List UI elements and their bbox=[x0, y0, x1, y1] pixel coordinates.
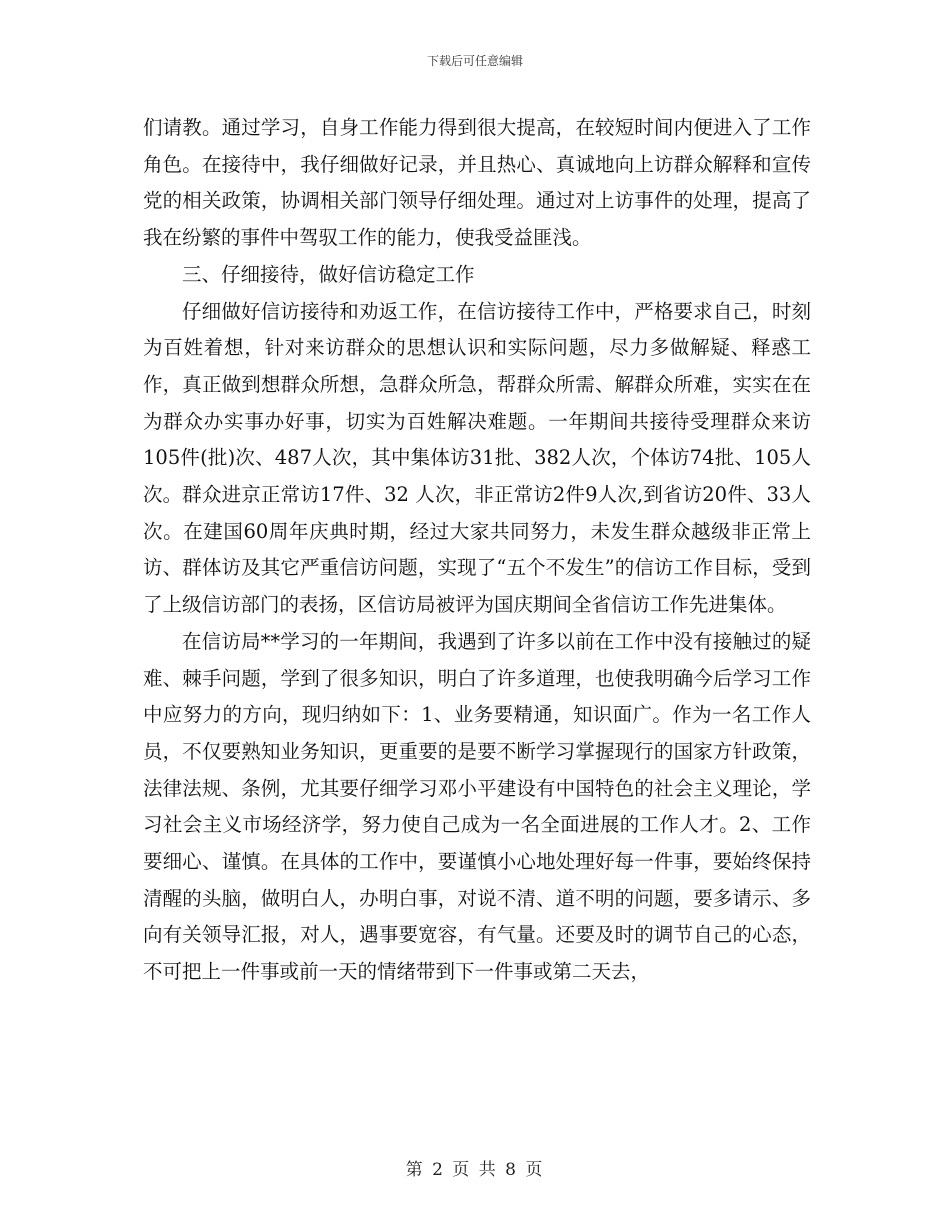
current-page-number: 2 bbox=[432, 1160, 445, 1180]
total-pages-number: 8 bbox=[505, 1160, 518, 1180]
section-heading: 三、仔细接待，做好信访稳定工作 bbox=[182, 262, 475, 286]
footer-prefix: 第 bbox=[405, 1160, 425, 1180]
paragraph-study-summary: 在信访局**学习的一年期间，我遇到了许多以前在工作中没有接触过的疑难、棘手问题，学到了很多知识，明白了许多道理，也使我明确今后学习工作中应努力的方向，现归纳如下：1、业务要精通，知识面广。作为一名工作人员，不仅要熟知业务知识，更重要的是要不断学习掌握现行的国家方针政策，法律法规、条例，尤其要仔细学习邓小平建设有中国特色的社会主义理论，学习社会主义市场经济学，努力使自己成为一名全面进展的工作人才。2、工作要细心、谨慎。在具体的工作中，要谨慎小心地处理好每一件事，要始终保持清醒的头脑，做明白人，办明白事，对说不清、道不明的问题，要多请示、多向有关领导汇报，对人，遇事要宽容，有气量。还要及时的调节自己的心态，不可把上一件事或前一天的情绪带到下一件事或第二天去， bbox=[143, 629, 811, 984]
paragraph-continuation: 们请教。通过学习，自身工作能力得到很大提高，在较短时间内便进入了工作角色。在接待中，我仔细做好记录，并且热心、真诚地向上访群众解释和宣传党的相关政策，协调相关部门领导仔细处理。通过对上访事件的处理，提高了我在纷繁的事件中驾驭工作的能力，使我受益匪浅。 bbox=[143, 116, 811, 250]
document-body bbox=[143, 110, 811, 991]
paragraph-reception-work: 仔细做好信访接待和劝返工作，在信访接待工作中，严格要求自己，时刻为百姓着想，针对来访群众的思想认识和实际问题，尽力多做解疑、释惑工作，真正做到想群众所想，急群众所急，帮群众所需、解群众所难，实实在在为群众办实事办好事，切实为百姓解决难题。一年期间共接待受理群众来访105件(批)次、487人次，其中集体访31批、382人次，个体访74批、105人次。群众进京正常访17件、32 人次，非正常访2件9人次,到省访20件、33人次。在建国60周年庆典时期，经过大家共同努力，未发生群众越级非正常上访、群体访及其它严重信访问题，实现了“五个不发生”的信访工作目标，受到了上级信访部门的表扬，区信访局被评为国庆期间全省信访工作先进集体。 bbox=[143, 299, 811, 617]
page-header: 下载后可任意编辑 bbox=[426, 54, 523, 68]
footer-middle: 页 共 bbox=[452, 1160, 498, 1180]
footer-suffix: 页 bbox=[525, 1160, 545, 1180]
page-footer bbox=[0, 1155, 950, 1180]
